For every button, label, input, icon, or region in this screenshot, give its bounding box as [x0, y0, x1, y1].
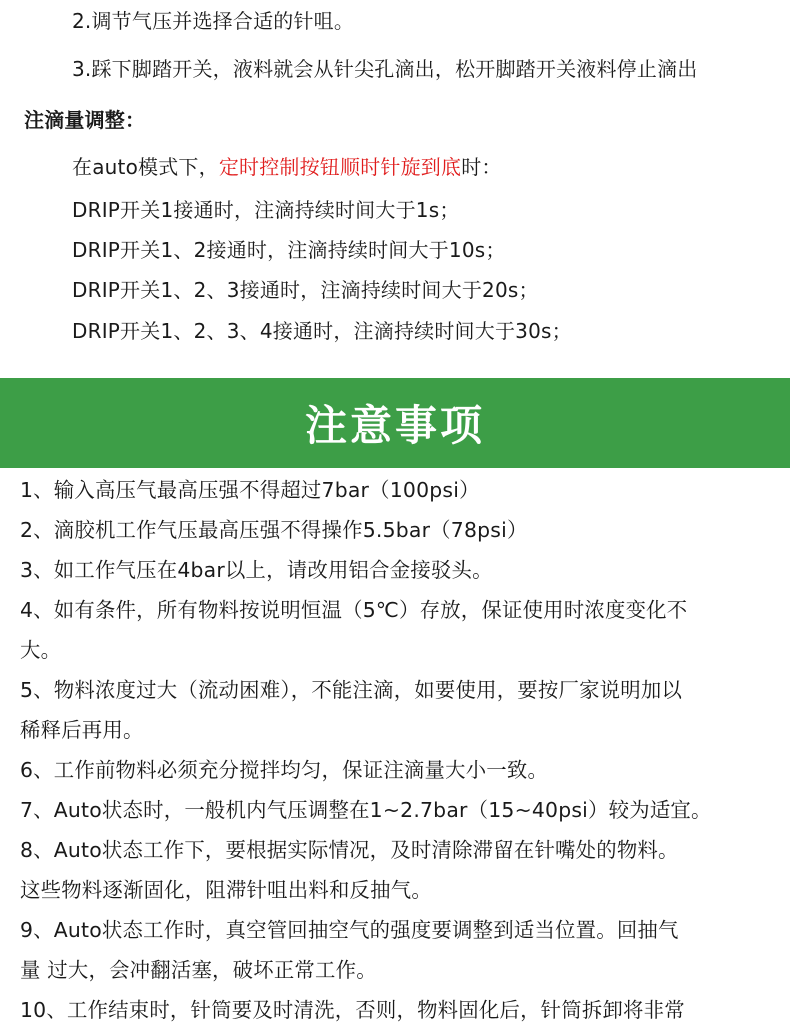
- note-line: 2、滴胶机工作气压最高压强不得操作5.5bar（78psi）: [20, 518, 528, 542]
- note-line: 这些物料逐渐固化，阻滞针咀出料和反抽气。: [20, 878, 432, 902]
- note-line: 3、如工作气压在4bar以上，请改用铝合金接驳头。: [20, 558, 493, 582]
- drip-line: DRIP开关1、2、3接通时，注滴持续时间大于20s；: [72, 278, 539, 302]
- note-line: 4、如有条件，所有物料按说明恒温（5℃）存放，保证使用时浓度变化不: [20, 598, 688, 622]
- note-line: 7、Auto状态时，一般机内气压调整在1~2.7bar（15~40psi）较为适宜。: [20, 798, 712, 822]
- drip-line: DRIP开关1接通时，注滴持续时间大于1s；: [72, 198, 460, 222]
- note-line: 稀释后再用。: [20, 718, 144, 742]
- drip-line: DRIP开关1、2接通时，注滴持续时间大于10s；: [72, 238, 506, 262]
- note-line: 6、工作前物料必须充分搅拌均匀，保证注滴量大小一致。: [20, 758, 549, 782]
- note-line: 9、Auto状态工作时，真空管回抽空气的强度要调整到适当位置。回抽气: [20, 918, 679, 942]
- step-line: 3.踩下脚踏开关，液料就会从针尖孔滴出，松开脚踏开关液料停止滴出: [72, 57, 698, 81]
- step-line: 2.调节气压并选择合适的针咀。: [72, 9, 355, 33]
- note-line: 5、物料浓度过大（流动困难），不能注滴，如要使用，要按厂家说明加以: [20, 678, 683, 702]
- dose-intro-suffix: 时：: [461, 155, 502, 179]
- banner-title: 注意事项: [304, 401, 485, 450]
- section-heading: 注滴量调整：: [24, 108, 146, 132]
- dose-intro: [72, 152, 502, 182]
- note-line: 10、工作结束时，针筒要及时清洗，否则，物料固化后，针筒拆卸将非常: [20, 998, 685, 1022]
- note-line: 1、输入高压气最高压强不得超过7bar（100psi）: [20, 478, 480, 502]
- dose-intro-prefix: 在auto模式下，: [72, 155, 219, 179]
- drip-line: DRIP开关1、2、3、4接通时，注滴持续时间大于30s；: [72, 319, 572, 343]
- notice-banner: [0, 378, 790, 468]
- dose-intro-highlight: 定时控制按钮顺时针旋到底: [218, 155, 462, 179]
- note-line: 8、Auto状态工作下，要根据实际情况，及时清除滞留在针嘴处的物料。: [20, 838, 679, 862]
- note-line: 大。: [20, 638, 62, 662]
- note-line: 量 过大，会冲翻活塞，破坏正常工作。: [20, 958, 377, 982]
